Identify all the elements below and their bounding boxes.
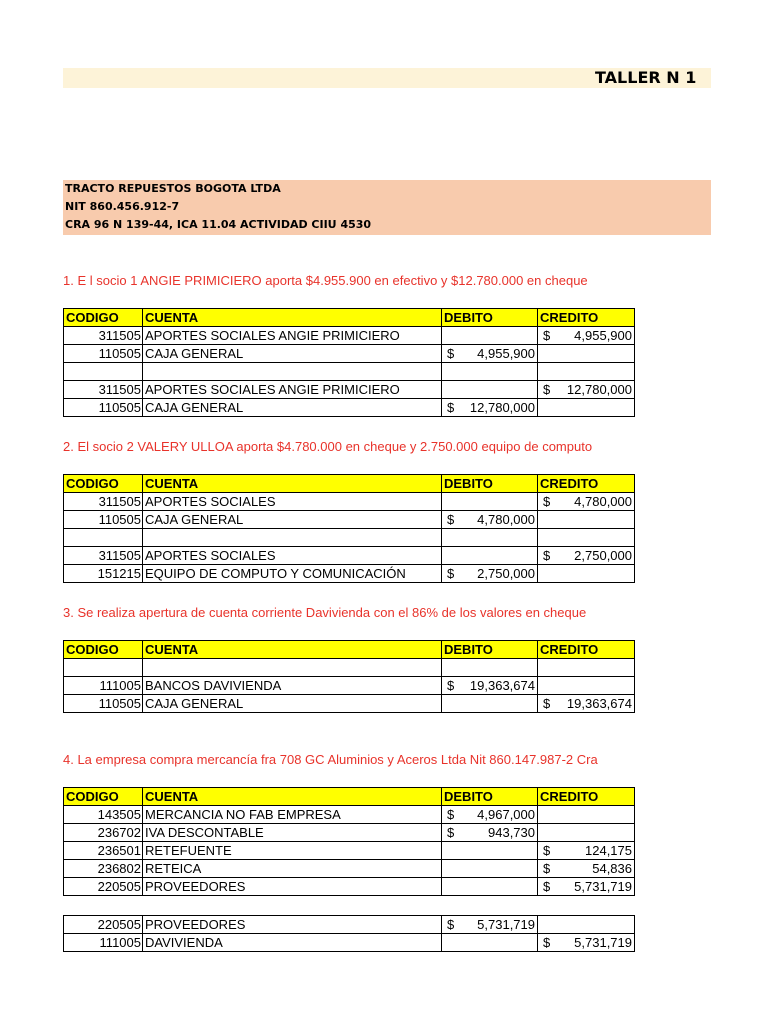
table-header-row [64,475,635,493]
ledger-table-4 [63,787,635,896]
statement-2: 2. El socio 2 VALERY ULLOA aporta $4.780.000 en cheque y 2.750.000 equipo de computo [63,439,593,454]
header-codigo: CODIGO [64,475,143,493]
cell-codigo: 236802 [64,860,143,878]
table-row [64,547,635,565]
cell-debito [442,327,538,345]
cell-cuenta: APORTES SOCIALES [143,493,442,511]
header-codigo: CODIGO [64,309,143,327]
cell-credito [538,381,635,399]
header-credito: CREDITO [538,475,635,493]
table-row [64,363,635,381]
amount: 4,967,000 [477,807,535,822]
cell-debito [442,381,538,399]
table-row [64,493,635,511]
cell-codigo [64,659,143,677]
currency-symbol: $ [543,328,551,343]
cell-debito [442,659,538,677]
header-cuenta: CUENTA [143,641,442,659]
amount: 2,750,000 [477,566,535,581]
table-header-row [64,309,635,327]
cell-debito [442,677,538,695]
table-row [64,381,635,399]
company-info-block [63,180,711,235]
cell-cuenta: CAJA GENERAL [143,695,442,713]
cell-cuenta: MERCANCIA NO FAB EMPRESA [143,806,442,824]
cell-cuenta: CAJA GENERAL [143,511,442,529]
cell-cuenta: CAJA GENERAL [143,345,442,363]
cell-debito [442,842,538,860]
cell-credito [538,327,635,345]
amount: 5,731,719 [574,935,632,950]
table-row [64,565,635,583]
cell-cuenta: RETEFUENTE [143,842,442,860]
amount: 4,780,000 [574,494,632,509]
cell-codigo: 311505 [64,327,143,345]
table-row [64,806,635,824]
cell-cuenta [143,363,442,381]
cell-codigo [64,363,143,381]
amount: 5,731,719 [477,917,535,932]
cell-credito [538,677,635,695]
company-address: CRA 96 N 139-44, ICA 11.04 ACTIVIDAD CIIU 4530 [65,218,372,231]
table-row [64,842,635,860]
amount: 12,780,000 [566,382,632,397]
cell-credito [538,345,635,363]
statement-3: 3. Se realiza apertura de cuenta corriente Davivienda con el 86% de los valores en cheque [63,605,587,620]
currency-symbol: $ [447,346,455,361]
cell-codigo: 111005 [64,934,143,952]
cell-credito [538,659,635,677]
cell-debito [442,878,538,896]
cell-cuenta: PROVEEDORES [143,916,442,934]
cell-credito [538,363,635,381]
currency-symbol: $ [447,917,455,932]
cell-codigo: 236501 [64,842,143,860]
currency-symbol: $ [447,807,455,822]
cell-codigo: 110505 [64,511,143,529]
cell-debito [442,916,538,934]
table-row [64,916,635,934]
cell-credito [538,878,635,896]
currency-symbol: $ [543,382,551,397]
cell-codigo: 143505 [64,806,143,824]
cell-debito [442,695,538,713]
amount: 19,363,674 [469,678,535,693]
amount: 124,175 [585,843,632,858]
cell-credito [538,493,635,511]
cell-credito [538,511,635,529]
cell-cuenta: DAVIVIENDA [143,934,442,952]
cell-debito [442,547,538,565]
cell-debito [442,345,538,363]
cell-credito [538,565,635,583]
table-row [64,529,635,547]
cell-cuenta: BANCOS DAVIVIENDA [143,677,442,695]
cell-debito [442,399,538,417]
cell-codigo: 220505 [64,916,143,934]
page-title: TALLER N 1 [595,68,697,87]
cell-debito [442,363,538,381]
header-cuenta: CUENTA [143,475,442,493]
cell-debito [442,934,538,952]
currency-symbol: $ [543,843,551,858]
cell-credito [538,824,635,842]
amount: 5,731,719 [574,879,632,894]
cell-codigo: 311505 [64,547,143,565]
company-nit: NIT 860.456.912-7 [65,200,180,213]
cell-cuenta: APORTES SOCIALES [143,547,442,565]
header-codigo: CODIGO [64,641,143,659]
header-credito: CREDITO [538,641,635,659]
table-row [64,659,635,677]
statement-1: 1. E l socio 1 ANGIE PRIMICIERO aporta $4.955.900 en efectivo y $12.780.000 en cheque [63,273,588,288]
table-row [64,824,635,842]
cell-debito [442,806,538,824]
cell-codigo: 111005 [64,677,143,695]
header-debito: DEBITO [442,788,538,806]
cell-debito [442,529,538,547]
cell-debito [442,493,538,511]
cell-codigo: 220505 [64,878,143,896]
currency-symbol: $ [543,861,551,876]
amount: 4,780,000 [477,512,535,527]
title-bar [63,68,711,88]
header-debito: DEBITO [442,475,538,493]
cell-debito [442,824,538,842]
header-debito: DEBITO [442,641,538,659]
cell-codigo: 110505 [64,399,143,417]
amount: 943,730 [488,825,535,840]
cell-credito [538,547,635,565]
currency-symbol: $ [543,696,551,711]
cell-credito [538,860,635,878]
cell-cuenta: APORTES SOCIALES ANGIE PRIMICIERO [143,381,442,399]
amount: 4,955,900 [574,328,632,343]
header-credito: CREDITO [538,309,635,327]
amount: 19,363,674 [566,696,632,711]
cell-debito [442,565,538,583]
cell-codigo: 311505 [64,493,143,511]
header-codigo: CODIGO [64,788,143,806]
amount: 4,955,900 [477,346,535,361]
cell-codigo: 151215 [64,565,143,583]
ledger-table-2 [63,474,635,583]
table-header-row [64,788,635,806]
cell-credito [538,806,635,824]
table-row [64,860,635,878]
ledger-table-4b [63,915,635,952]
currency-symbol: $ [447,400,455,415]
cell-debito [442,860,538,878]
cell-cuenta [143,529,442,547]
cell-credito [538,934,635,952]
currency-symbol: $ [447,825,455,840]
currency-symbol: $ [543,879,551,894]
table-row [64,399,635,417]
header-cuenta: CUENTA [143,788,442,806]
cell-cuenta: CAJA GENERAL [143,399,442,417]
cell-codigo: 110505 [64,345,143,363]
currency-symbol: $ [543,548,551,563]
cell-debito [442,511,538,529]
company-name: TRACTO REPUESTOS BOGOTA LTDA [65,182,281,195]
cell-credito [538,695,635,713]
cell-codigo: 311505 [64,381,143,399]
table-row [64,695,635,713]
ledger-table-1 [63,308,635,417]
cell-codigo: 110505 [64,695,143,713]
cell-cuenta: APORTES SOCIALES ANGIE PRIMICIERO [143,327,442,345]
table-row [64,934,635,952]
cell-cuenta: IVA DESCONTABLE [143,824,442,842]
amount: 2,750,000 [574,548,632,563]
header-credito: CREDITO [538,788,635,806]
cell-credito [538,399,635,417]
table-row [64,677,635,695]
currency-symbol: $ [447,566,455,581]
table-header-row [64,641,635,659]
header-cuenta: CUENTA [143,309,442,327]
table-row [64,327,635,345]
currency-symbol: $ [447,512,455,527]
cell-cuenta: PROVEEDORES [143,878,442,896]
ledger-table-3 [63,640,635,713]
amount: 54,836 [592,861,632,876]
currency-symbol: $ [543,494,551,509]
currency-symbol: $ [543,935,551,950]
cell-codigo [64,529,143,547]
table-row [64,878,635,896]
cell-cuenta [143,659,442,677]
cell-cuenta: RETEICA [143,860,442,878]
currency-symbol: $ [447,678,455,693]
cell-credito [538,916,635,934]
table-row [64,511,635,529]
amount: 12,780,000 [469,400,535,415]
cell-codigo: 236702 [64,824,143,842]
statement-4: 4. La empresa compra mercancía fra 708 GC Aluminios y Aceros Ltda Nit 860.147.987-2 Cra [63,752,598,767]
cell-credito [538,842,635,860]
table-row [64,345,635,363]
header-debito: DEBITO [442,309,538,327]
cell-cuenta: EQUIPO DE COMPUTO Y COMUNICACIÓN [143,565,442,583]
cell-credito [538,529,635,547]
